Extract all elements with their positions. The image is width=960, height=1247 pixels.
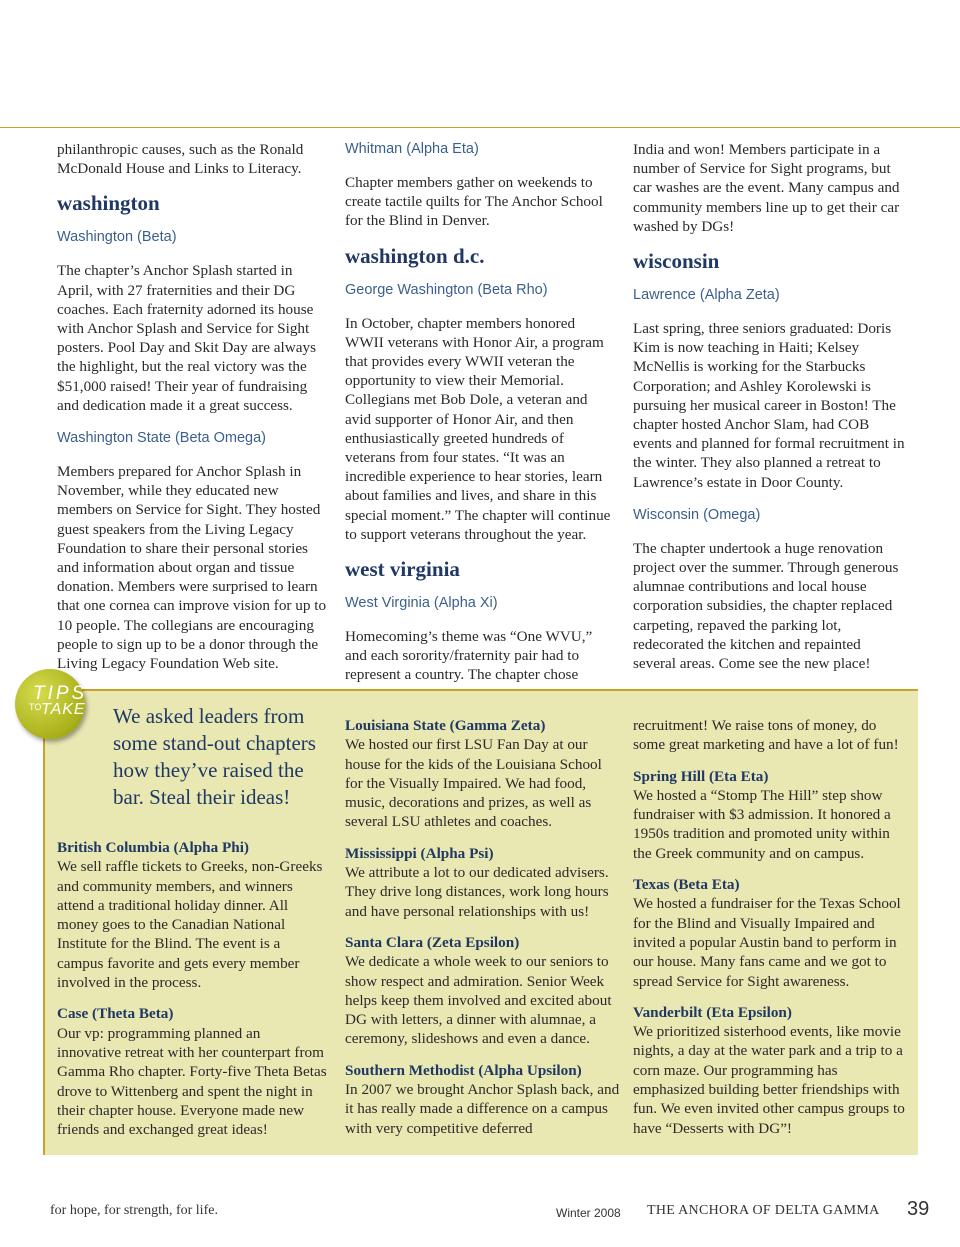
column-1 [57, 140, 329, 687]
tip-body: Our vp: programming planned an innovative retreat with her counterpart from Gamma Rho chapter. Forty-five Theta Betas drove to Wittenberg and spent the night in their chapter house. Everyone made new friends and exchanged great ideas! [57, 1024, 327, 1139]
column-2 [345, 140, 617, 699]
tip-chapter-name: British Columbia (Alpha Phi) [57, 839, 249, 856]
tip-body: We hosted our first LSU Fan Day at our house for the kids of the Louisiana School for the Visually Impaired. We had food, music, decorations and prizes, as well as several LSU athletes and coaches. [345, 736, 602, 831]
tip-body: We hosted a fundraiser for the Texas School for the Blind and Visually Impaired and invited a popular Austin band to perform in our house. Many fans came and we got to spread Service for Sight awareness. [633, 895, 901, 990]
tip-body: We dedicate a whole week to our seniors to show respect and admiration. Senior Week helps keep them involved and excited about DG with letters, a dinner with alumnae, a ceremony, slideshows and even a dance. [345, 953, 612, 1048]
tips-column-3 [633, 716, 905, 1150]
tip-chapter-name: Louisiana State (Gamma Zeta) [345, 717, 546, 734]
tip-chapter-name: Texas (Beta Eta) [633, 876, 740, 894]
chapter-name: West Virginia (Alpha Xi) [345, 595, 498, 612]
badge-to: TO [29, 702, 42, 712]
chapter-body: Last spring, three seniors graduated: Doris Kim is now teaching in Haiti; Kelsey McNellis is working for the Starbucks Corporation; and Ashley Korolewski is pursuing her musical career in Boston! The chapter hosted Anchor Slam, had COB events and planned for formal recruitment in the winter. They also planned a retreat to Lawrence’s estate in Door County. [633, 320, 905, 491]
state-heading-washington: washington [57, 191, 160, 216]
c1-intro: philanthropic causes, such as the Ronald McDonald House and Links to Literacy. [57, 141, 304, 178]
tip-chapter-name: Mississippi (Alpha Psi) [345, 844, 494, 862]
state-heading-west-virginia: west virginia [345, 557, 460, 582]
chapter-body: Members prepared for Anchor Splash in November, while they educated new members on Service for Sight. They hosted guest speakers from the Living Legacy Foundation to share their personal stories and information about organ and tissue donation. Members were surprised to learn that one cornea can improve vision for up to 10 people. The collegians are encouraging people to sign up to be a donor through the Living Legacy Foundation Web site. [57, 463, 327, 673]
footer-publication: THE ANCHORA OF DELTA GAMMA [647, 1203, 880, 1218]
chapter-body: In October, chapter members honored WWII veterans with Honor Air, a program that provides every WWII veteran the opportunity to view their Memorial. Collegians met Bob Dole, a veteran and avid supporter of Honor Air, and then enthusiastically greeted hundreds of veterans from four states. “It was an incredible experience to hear stories, learn about families and lives, and share in this special moment.” The chapter will continue to support veterans throughout the year. [345, 314, 611, 543]
tips-column-1 [57, 838, 327, 1151]
tip-chapter-name: Spring Hill (Eta Eta) [633, 767, 769, 785]
chapter-name: Washington (Beta) [57, 229, 177, 246]
chapter-body: The chapter undertook a huge renovation project over the summer. Through generous alumnae contributions and local house corporation subsidies, the chapter replaced carpeting, repaved the parking lot, redecorated the kitchen and repainted several areas. Come see the new place! [633, 539, 899, 673]
state-heading-wisconsin: wisconsin [633, 249, 720, 274]
top-rule [0, 127, 960, 128]
chapter-body: Chapter members gather on weekends to create tactile quilts for The Anchor School for the Blind in Denver. [345, 174, 603, 230]
badge-tips: TIPS [33, 683, 88, 704]
footer-tagline: for hope, for strength, for life. [50, 1203, 218, 1218]
tips-column-2 [345, 716, 620, 1150]
tip-body: We hosted a “Stomp The Hill” step show fundraiser with $3 admission. It honored a 1950s tradition and promoted unity within the Greek community and on campus. [633, 786, 891, 862]
column-3 [633, 140, 905, 687]
tips-intro: We asked leaders from some stand-out chapters how they’ve raised the bar. Steal their ideas! [113, 704, 316, 809]
tip-body: We attribute a lot to our dedicated advisers. They drive long distances, work long hours and have personal relationships with us! [345, 864, 609, 920]
tip-chapter-name: Southern Methodist (Alpha Upsilon) [345, 1061, 582, 1079]
footer-issue: Winter 2008 [556, 1206, 621, 1220]
tip-chapter-name: Case (Theta Beta) [57, 1005, 174, 1023]
chapter-name: Whitman (Alpha Eta) [345, 141, 479, 157]
tip-body: In 2007 we brought Anchor Splash back, and it has really made a difference on a campus with very competitive deferred [345, 1081, 620, 1137]
chapter-body: Homecoming’s theme was “One WVU,” and each sorority/fraternity pair had to represent a country. The chapter chose [345, 628, 593, 684]
chapter-name: Wisconsin (Omega) [633, 506, 761, 523]
tip-body: We prioritized sisterhood events, like movie nights, a day at the water park and a trip to a corn maze. Our programming has emphasized building better friendships with fun. We even invited other campus groups to have “Desserts with DG”! [633, 1023, 905, 1137]
tip-chapter-name: Santa Clara (Zeta Epsilon) [345, 933, 520, 951]
chapter-name: Washington State (Beta Omega) [57, 430, 267, 447]
chapter-name: Lawrence (Alpha Zeta) [633, 287, 780, 304]
badge-take: TAKE [41, 701, 86, 718]
state-heading-dc: washington d.c. [345, 243, 485, 268]
tip-body: We sell raffle tickets to Greeks, non-Greeks and community members, and winners attend a traditional holiday dinner. All money goes to the Canadian National Institute for the Blind. The event is a campus favorite and gets every member involved in the process. [57, 858, 323, 992]
tip-body-continued: recruitment! We raise tons of money, do some great marketing and have a lot of fun! [633, 717, 899, 754]
page-number: 39 [907, 1198, 930, 1220]
chapter-body: The chapter’s Anchor Splash started in April, with 27 fraternities and their DG coaches. Each fraternity adorned its house with Anchor Splash and Service for Sight posters. Pool Day and Skit Day are always the highlight, but the real victory was the $51,000 raised! Their year of fundraising and dedication made it a great success. [57, 262, 316, 414]
chapter-body-continued: India and won! Members participate in a number of Service for Sight programs, but car washes are the event. Many campus and community members line up to get their car washed by DGs! [633, 141, 900, 235]
tip-chapter-name: Vanderbilt (Eta Epsilon) [633, 1003, 792, 1021]
tips-to-take-badge [15, 669, 88, 739]
chapter-name: George Washington (Beta Rho) [345, 281, 548, 298]
